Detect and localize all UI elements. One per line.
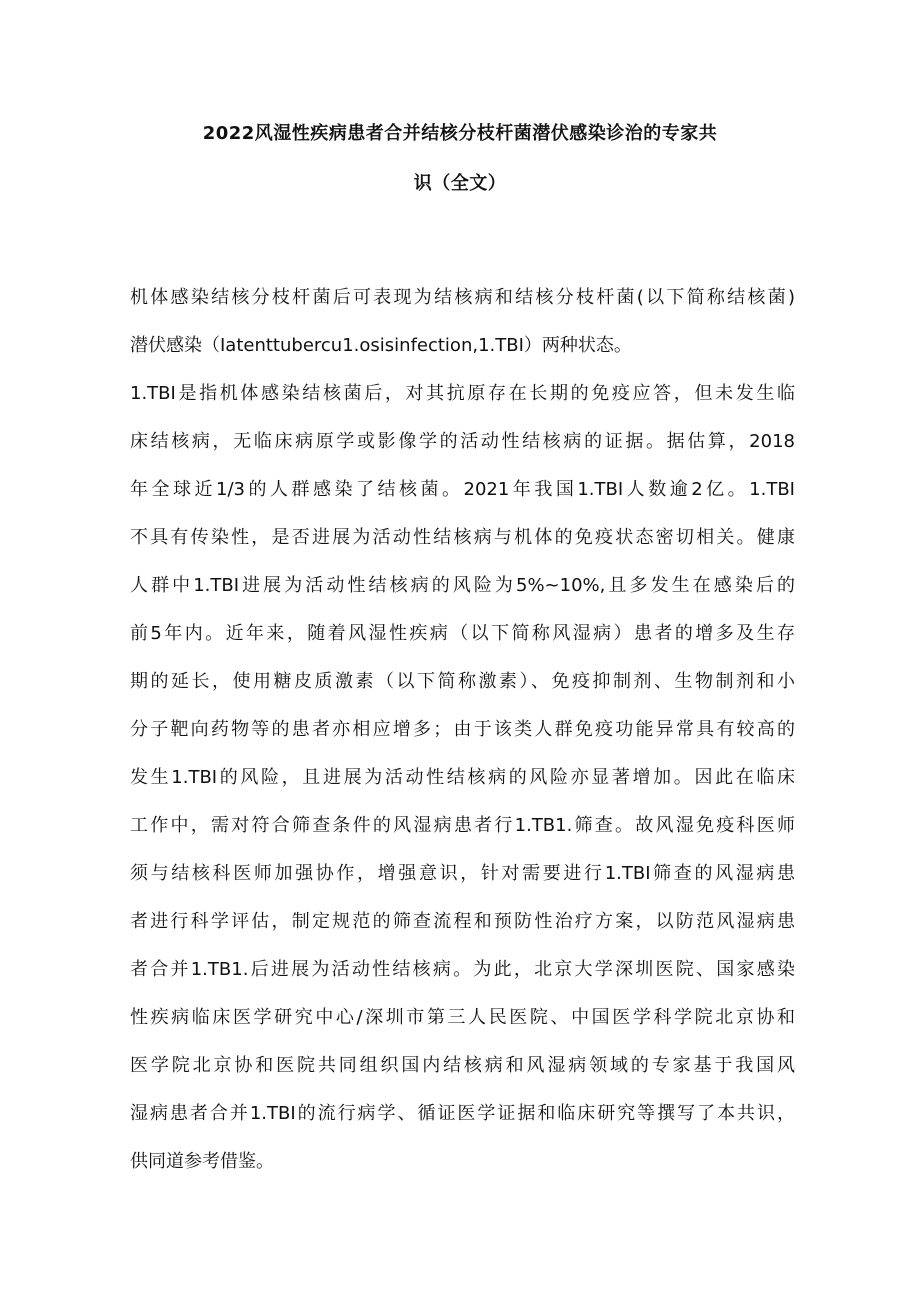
body-text-line: 机体感染结核分枝杆菌后可表现为结核病和结核分枝杆菌(以下简称结核菌) [130, 287, 795, 308]
body-text-line: 者进行科学评估，制定规范的筛查流程和预防性治疗方案，以防范风湿病患 [130, 911, 795, 932]
body-text-line: 床结核病，无临床病原学或影像学的活动性结核病的证据。据估算，2018 [130, 431, 795, 452]
body-text-line: 不具有传染性，是否进展为活动性结核病与机体的免疫状态密切相关。健康 [130, 527, 795, 548]
body-text-line: 供同道参考借鉴。 [130, 1151, 274, 1172]
body-text-line: 期的延长，使用糖皮质激素（以下简称激素）、免疫抑制剂、生物制剂和小 [130, 671, 795, 692]
body-text-line: 工作中，需对符合筛查条件的风湿病患者行1.TB1.筛查。故风湿免疫科医师 [130, 815, 795, 836]
body-text-line: 医学院北京协和医院共同组织国内结核病和风湿病领域的专家基于我国风 [130, 1055, 795, 1076]
body-text-line: 前5年内。近年来，随着风湿性疾病（以下简称风湿病）患者的增多及生存 [130, 623, 795, 644]
body-text-line: 分子靶向药物等的患者亦相应增多；由于该类人群免疫功能异常具有较高的 [130, 719, 795, 740]
body-text-line: 人群中1.TBI进展为活动性结核病的风险为5%~10%,且多发生在感染后的 [130, 575, 795, 596]
body-text-line: 潜伏感染（Iatenttubercu1.osisinfection,1.TBI）两种状态。 [130, 335, 632, 356]
document-title-line-2: 识（全文） [413, 173, 507, 194]
body-text-line: 1.TBI是指机体感染结核菌后，对其抗原存在长期的免疫应答，但未发生临 [130, 383, 795, 404]
body-text-line: 发生1.TBI的风险，且进展为活动性结核病的风险亦显著增加。因此在临床 [130, 767, 795, 788]
body-text-line: 者合并1.TB1.后进展为活动性结核病。为此，北京大学深圳医院、国家感染 [130, 959, 795, 980]
body-text-line: 湿病患者合并1.TBI的流行病学、循证医学证据和临床研究等撰写了本共识， [130, 1103, 795, 1124]
body-text-line: 须与结核科医师加强协作，增强意识，针对需要进行1.TBI筛查的风湿病患 [130, 863, 795, 884]
document-title-line-1: 2022风湿性疾病患者合并结核分枝杆菌潜伏感染诊治的专家共 [202, 123, 718, 144]
body-text-line: 性疾病临床医学研究中心/深圳市第三人民医院、中国医学科学院北京协和 [130, 1007, 795, 1028]
body-text-line: 年全球近1/3的人群感染了结核菌。2021年我国1.TBI人数逾2亿。1.TBI [130, 479, 795, 500]
